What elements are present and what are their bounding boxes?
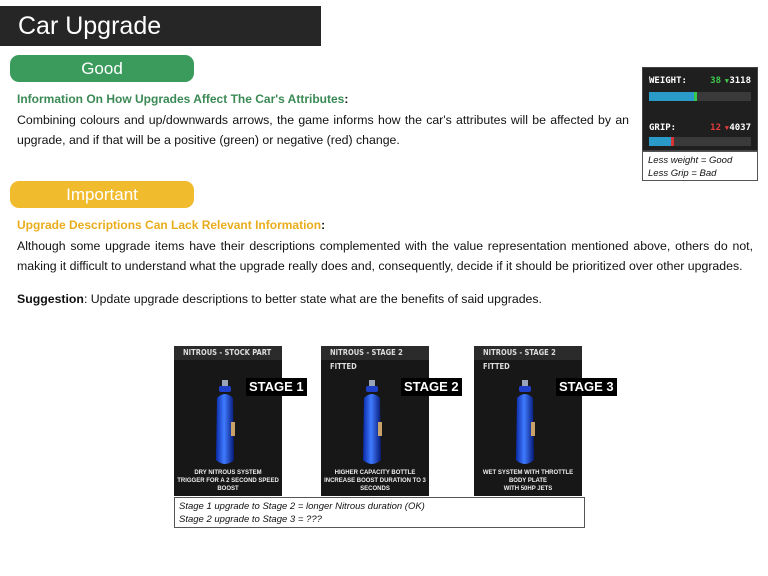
- card-description-line: HIGHER CAPACITY BOTTLE: [334, 470, 416, 476]
- card-description-line: INCREASE BOOST DURATION TO 3 SECONDS: [324, 478, 426, 492]
- triangle-down-icon: ▼: [724, 124, 729, 132]
- upgrade-card-stage-2: [321, 346, 459, 496]
- cards-caption: [174, 497, 585, 528]
- important-badge: Important: [10, 181, 194, 208]
- card-description: [321, 469, 429, 493]
- stat-bar-fill: [649, 137, 671, 146]
- cards-caption-line: Stage 2 upgrade to Stage 3 = ???: [179, 514, 322, 525]
- triangle-down-icon: ▼: [724, 77, 729, 85]
- card-header: NITROUS - STAGE 2 FITTED: [321, 346, 429, 360]
- suggestion-label: Suggestion: [17, 292, 84, 306]
- upgrade-card-stage-1: [174, 346, 304, 496]
- stat-value: 3118: [729, 76, 751, 86]
- card-header: NITROUS - STAGE 2 FITTED: [474, 346, 582, 360]
- card-description-line: DRY NITROUS SYSTEM: [194, 470, 262, 476]
- card-stage-label: STAGE 2: [401, 378, 462, 396]
- stat-label: GRIP:: [649, 123, 677, 133]
- important-heading-colon: :: [321, 218, 326, 232]
- card-header: NITROUS - STOCK PART: [174, 346, 282, 360]
- stat-bar-change: [671, 137, 674, 146]
- upgrade-card-stage-3: [474, 346, 614, 496]
- stat-label: WEIGHT:: [649, 76, 687, 86]
- good-body: Combining colours and up/downwards arrows, the game informs how the car's attributes will be affected by an upgrade, and if that will be a positive (green) or negative (red) change.: [17, 113, 629, 147]
- card-description-line: WITH 50HP JETS: [503, 486, 553, 492]
- good-heading-colon: :: [344, 92, 349, 106]
- attribute-stats-panel: [642, 67, 758, 151]
- important-heading-text: Upgrade Descriptions Can Lack Relevant Information: [17, 218, 322, 232]
- suggestion-text: : Update upgrade descriptions to better state what are the benefits of said upgrades.: [83, 292, 542, 306]
- card-description: [474, 469, 582, 493]
- stats-caption-line: Less Grip = Bad: [648, 168, 717, 179]
- stat-bar-weight: [649, 92, 751, 101]
- cards-caption-line: Stage 1 upgrade to Stage 2 = longer Nitrous duration (OK): [179, 501, 425, 512]
- nitrous-bottle-icon: [210, 380, 240, 470]
- card-stage-label: STAGE 1: [246, 378, 307, 396]
- stat-bar-fill: [649, 92, 694, 101]
- nitrous-bottle-icon: [510, 380, 540, 470]
- good-badge: Good: [10, 55, 194, 82]
- stats-caption-line: Less weight = Good: [648, 155, 733, 166]
- nitrous-bottle-icon: [357, 380, 387, 470]
- important-body: Although some upgrade items have their descriptions complemented with the value representation mentioned above, others do not, making it difficult to understand what the upgrade really does and, consequently, decide if it should be prioritized over other upgrades.: [17, 239, 753, 273]
- stat-value: 4037: [729, 123, 751, 133]
- stat-bar-change: [694, 92, 697, 101]
- card-description-line: TRIGGER FOR A 2 SECOND SPEED BOOST: [177, 478, 279, 492]
- card-description: [174, 469, 282, 493]
- important-heading: [17, 218, 325, 232]
- stat-bar-grip: [649, 137, 751, 146]
- stat-delta: 12: [710, 123, 721, 133]
- card-description-line: WET SYSTEM WITH THROTTLE BODY PLATE: [482, 470, 574, 484]
- suggestion: [17, 290, 542, 308]
- card-stage-label: STAGE 3: [556, 378, 617, 396]
- stat-delta: 38: [710, 76, 721, 86]
- stats-caption: [642, 151, 758, 181]
- good-heading-text: Information On How Upgrades Affect The Car's Attributes: [17, 92, 345, 106]
- good-heading: [17, 92, 348, 106]
- page-title: Car Upgrade: [0, 6, 321, 46]
